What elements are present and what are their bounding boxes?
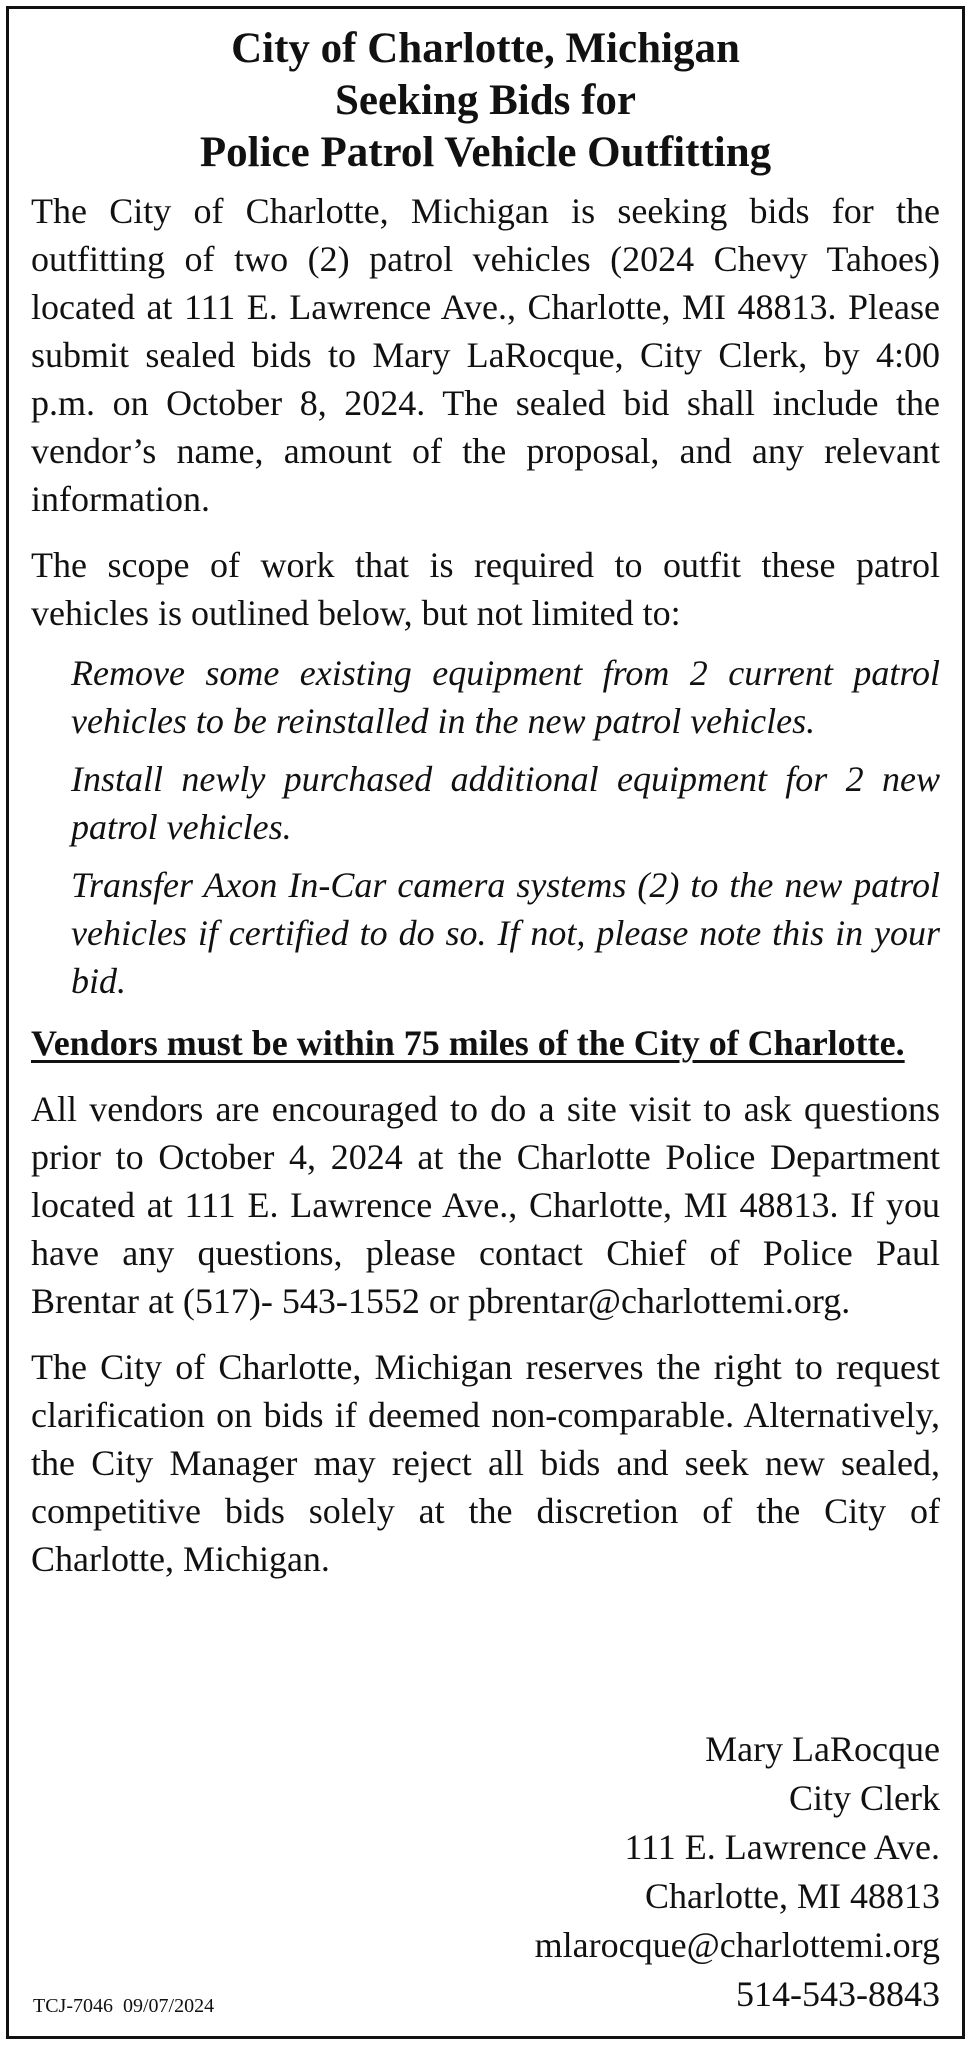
vendor-requirement <box>31 1019 940 1067</box>
signature-block <box>535 1725 940 2019</box>
scope-item: Remove some existing equipment from 2 current patrol vehicles to be reinstalled in the new patrol vehicles. <box>71 653 940 741</box>
title-line-2: Seeking Bids for <box>334 77 637 124</box>
notice-title <box>31 23 940 179</box>
bid-notice <box>6 6 965 2039</box>
scope-list <box>31 649 940 1005</box>
signer-title: City Clerk <box>789 1778 940 1818</box>
reservation-paragraph: The City of Charlotte, Michigan reserves the right to request clarification on bids if deemed non-comparable. Alternatively, the City Manager may reject all bids and seek new sealed, competitive bids solely at the discretion of the City of Charlotte, Michigan. <box>31 1347 940 1579</box>
title-line-1: City of Charlotte, Michigan <box>231 25 740 72</box>
reference-code: TCJ-7046 09/07/2024 <box>33 1995 215 2017</box>
signer-name: Mary LaRocque <box>705 1729 940 1769</box>
scope-item: Transfer Axon In-Car camera systems (2) to the new patrol vehicles if certified to do so. If not, please note this in your bid. <box>71 865 940 1001</box>
signer-phone: 514-543-8843 <box>736 1974 940 2014</box>
scope-item: Install newly purchased additional equipment for 2 new patrol vehicles. <box>71 759 940 847</box>
notice-body <box>31 23 940 1601</box>
intro-paragraph: The City of Charlotte, Michigan is seeking bids for the outfitting of two (2) patrol vehicles (2024 Chevy Tahoes) located at 111 E. Lawrence Ave., Charlotte, MI 48813. Please submit sealed bids to Mary LaRocque, City Clerk, by 4:00 p.m. on October 8, 2024. The sealed bid shall include the vendor’s name, amount of the proposal, and any relevant information. <box>31 191 940 519</box>
site-visit-paragraph: All vendors are encouraged to do a site visit to ask questions prior to October 4, 2024 at the Charlotte Police Department located at 111 E. Lawrence Ave., Charlotte, MI 48813. If you have any questions, please contact Chief of Police Paul Brentar at (517)- 543-1552 or pbrentar@charlottemi.org. <box>31 1089 940 1321</box>
scope-intro-paragraph: The scope of work that is required to outfit these patrol vehicles is outlined below, but not limited to: <box>31 545 940 633</box>
signer-address: 111 E. Lawrence Ave. <box>624 1827 940 1867</box>
vendor-requirement-text: Vendors must be within 75 miles of the City of Charlotte. <box>31 1023 905 1063</box>
signer-email: mlarocque@charlottemi.org <box>534 1925 940 1965</box>
signer-city: Charlotte, MI 48813 <box>645 1876 940 1916</box>
title-line-3: Police Patrol Vehicle Outfitting <box>199 129 772 176</box>
